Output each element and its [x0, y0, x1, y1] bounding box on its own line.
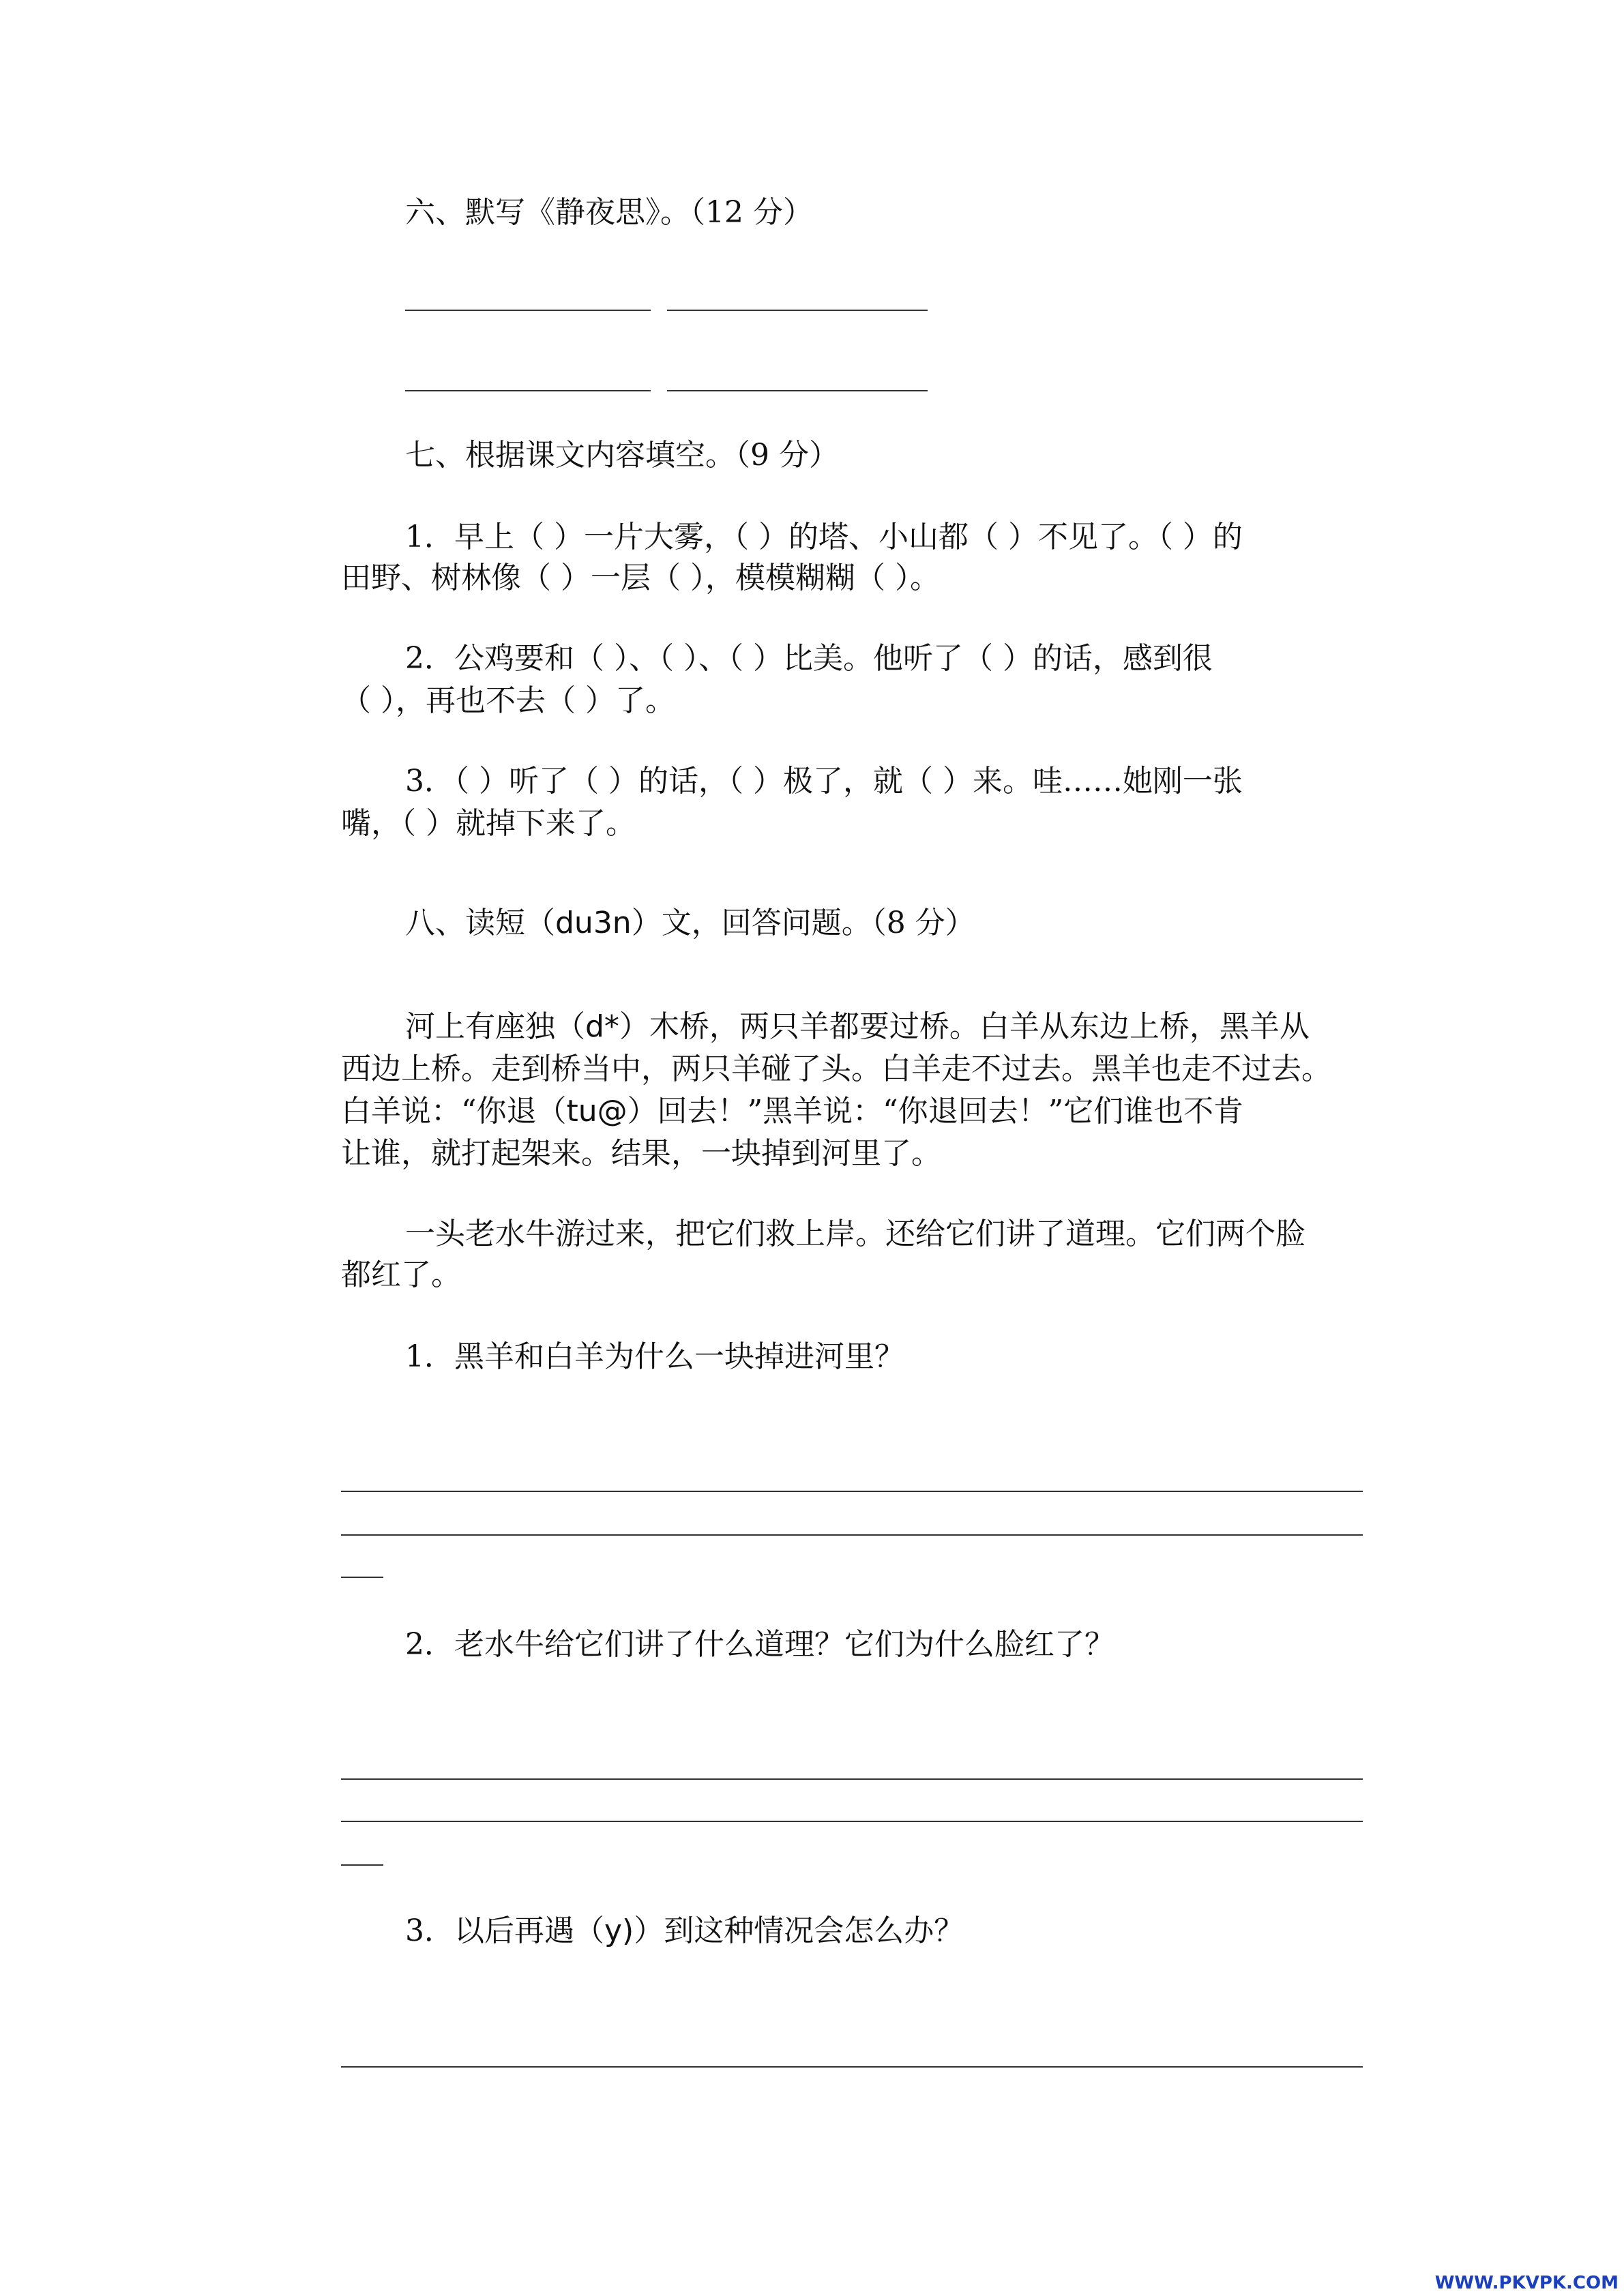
passage-p2-line-1: 一头老水牛游过来，把它们救上岸。还给它们讲了道理。它们两个脸	[405, 1217, 1305, 1251]
passage-p1-line-1	[405, 1005, 1310, 1049]
passage-text: 白羊说：“你退（	[341, 1094, 567, 1129]
pinyin-annotation: d*	[585, 1009, 619, 1044]
answer-line[interactable]	[405, 390, 651, 391]
answer-line[interactable]	[341, 1864, 383, 1866]
answer-line[interactable]	[667, 310, 928, 311]
question-2: 2．老水牛给它们讲了什么道理？它们为什么脸红了？	[405, 1627, 1114, 1662]
question-text: 3．以后再遇（	[405, 1913, 604, 1948]
passage-p2-line-2: 都红了。	[341, 1257, 461, 1292]
section-8-heading	[405, 901, 975, 945]
pinyin-annotation: tu@	[566, 1094, 628, 1129]
passage-p1-line-4: 让谁，就打起架来。结果，一块掉到河里了。	[341, 1136, 941, 1171]
answer-line[interactable]	[341, 1577, 383, 1578]
fill-item-3-line-2: 嘴，（ ）就掉下来了。	[341, 806, 636, 841]
passage-text: ）回去！”黑羊说：“你退回去！”它们谁也不肯	[627, 1094, 1244, 1129]
question-3	[405, 1909, 964, 1953]
pinyin-annotation: y)	[604, 1913, 634, 1948]
section-6-heading: 六、默写《静夜思》。（12 分）	[405, 195, 813, 230]
fill-item-2-line-2: （ ），再也不去（ ）了。	[341, 683, 675, 718]
section-7-heading: 七、根据课文内容填空。（9 分）	[405, 438, 839, 473]
answer-line[interactable]	[341, 1821, 1363, 1822]
answer-line[interactable]	[341, 1778, 1363, 1780]
fill-item-3-line-1: 3．（ ）听了（ ）的话，（ ）极了，就（ ）来。哇……她刚一张	[405, 764, 1243, 799]
fill-item-2-line-1: 2．公鸡要和（ ）、（ ）、（ ）比美。他听了（ ）的话，感到很	[405, 641, 1213, 676]
passage-p1-line-2: 西边上桥。走到桥当中，两只羊碰了头。白羊走不过去。黑羊也走不过去。	[341, 1052, 1331, 1086]
answer-line[interactable]	[667, 390, 928, 391]
passage-text: ）木桥，两只羊都要过桥。白羊从东边上桥，黑羊从	[619, 1009, 1310, 1044]
pinyin-annotation: du3n	[555, 906, 632, 940]
answer-line[interactable]	[341, 1534, 1363, 1536]
question-text: ）到这种情况会怎么办？	[634, 1913, 964, 1948]
fill-item-1-line-2: 田野、树林像（ ）一层（ ），模模糊糊（ ）。	[341, 561, 940, 595]
passage-text: 河上有座独（	[405, 1009, 585, 1044]
answer-line[interactable]	[341, 2066, 1363, 2068]
heading-text: ）文，回答问题。（8 分）	[631, 906, 975, 940]
site-watermark: WWW.PKVPK.COM	[1434, 2273, 1619, 2293]
passage-p1-line-3	[341, 1090, 1243, 1133]
answer-line[interactable]	[405, 310, 651, 311]
heading-text: 八、读短（	[405, 906, 555, 940]
fill-item-1-line-1: 1．早上（ ）一片大雾，（ ）的塔、小山都（ ）不见了。（ ）的	[405, 520, 1243, 554]
question-1: 1．黑羊和白羊为什么一块掉进河里？	[405, 1339, 904, 1374]
answer-line[interactable]	[341, 1491, 1363, 1492]
